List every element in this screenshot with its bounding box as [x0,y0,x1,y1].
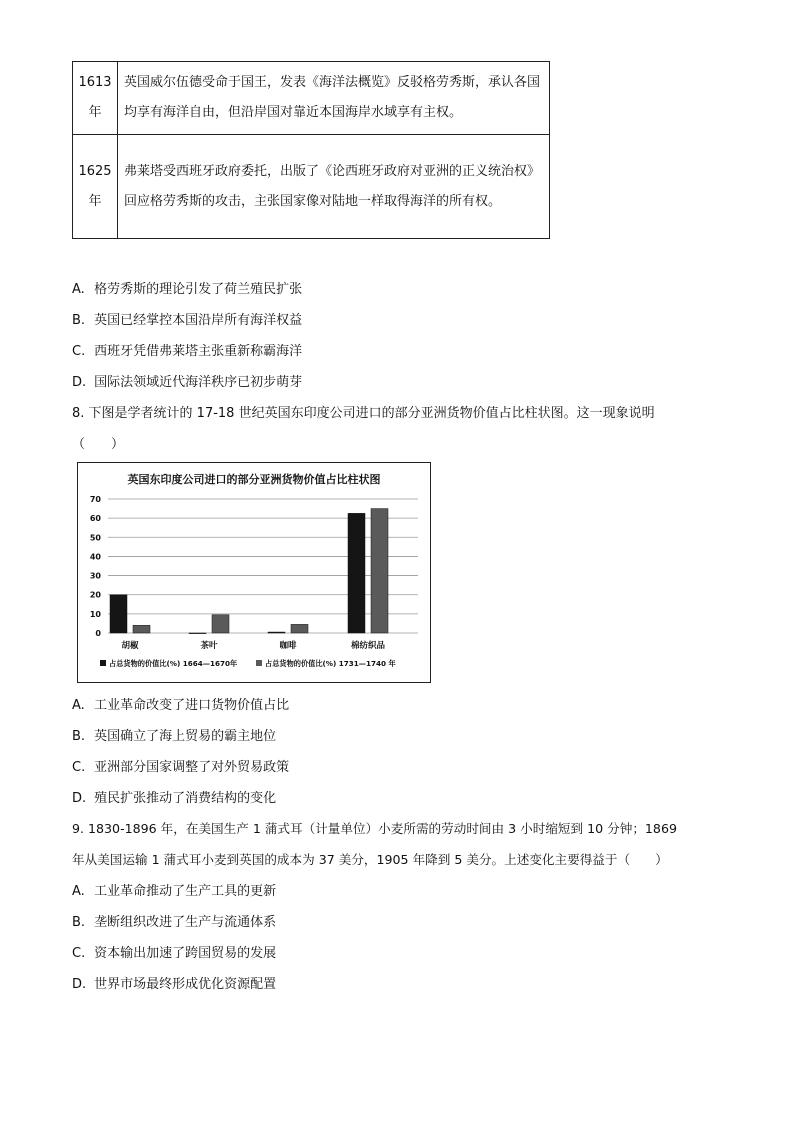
category-label: 咖啡 [279,641,297,651]
q8-answer-paren: （ ） [72,437,125,452]
q9-option-b [72,911,276,930]
option-text: 亚洲部分国家调整了对外贸易政策 [94,760,290,775]
bar-series1 [110,595,127,633]
chart-svg [78,463,430,682]
q9-stem-line2: 年从美国运输 1 蒲式耳小麦到英国的成本为 37 美分，1905 年降到 5 美分。上述变化主要得益于（ ） [72,852,668,867]
option-text: 格劳秀斯的理论引发了荷兰殖民扩张 [94,282,303,297]
option-text: 世界市场最终形成优化资源配置 [94,977,277,992]
q8-option-c [72,756,289,775]
y-tick-label: 10 [89,609,101,619]
table-row [73,62,550,135]
category-label: 茶叶 [200,641,218,651]
legend-label: 占总货物的价值比(%) 1731—1740 年 [265,659,396,668]
y-tick-label: 20 [89,590,101,600]
bar-series2 [291,624,308,633]
y-tick-label: 40 [89,552,101,562]
y-tick-label: 70 [89,495,101,504]
q7-option-b [72,309,302,328]
legend-swatch [100,660,106,666]
q9-option-c [72,942,276,961]
q8-stem: 8. 下图是学者统计的 17-18 世纪英国东印度公司进口的部分亚洲货物价值占比柱状图。这一现象说明 [72,406,655,421]
bar-series2 [133,625,150,633]
option-text: 工业革命推动了生产工具的更新 [94,884,277,899]
category-label: 胡椒 [121,641,139,651]
q7-option-d [72,371,302,390]
chart-title: 英国东印度公司进口的部分亚洲货物价值占比柱状图 [127,473,381,486]
history-table [72,61,550,239]
year-number: 1625 [78,163,112,179]
y-tick-label: 30 [89,571,101,581]
option-text: 英国确立了海上贸易的霸主地位 [94,729,277,744]
option-text: 西班牙凭借弗莱塔主张重新称霸海洋 [94,344,303,359]
option-key: D. [72,375,87,390]
option-text: 殖民扩张推动了消费结构的变化 [94,791,277,806]
year-number: 1613 [78,75,112,90]
year-cell [73,62,118,135]
bar-chart [77,462,431,683]
option-key: C. [72,946,86,961]
option-key: D. [72,791,87,806]
option-key: A. [72,282,85,297]
q8-option-d [72,787,276,806]
option-key: B. [72,915,86,930]
year-unit: 年 [88,193,102,209]
option-text: 垄断组织改进了生产与流通体系 [94,915,277,930]
bar-series2 [212,615,229,633]
q9-option-a [72,880,276,899]
bar-series1 [189,633,206,634]
q7-option-c [72,340,302,359]
option-key: D. [72,977,87,992]
event-cell: 弗莱塔受西班牙政府委托，出版了《论西班牙政府对亚洲的正义统治权》回应格劳秀斯的攻击，主张国家像对陆地一样取得海洋的所有权。 [118,135,550,239]
y-tick-label: 50 [89,533,101,543]
option-text: 工业革命改变了进口货物价值占比 [94,698,290,713]
year-unit: 年 [88,105,102,120]
q9-stem-line1: 9. 1830-1896 年，在美国生产 1 蒲式耳（计量单位）小麦所需的劳动时间由 3 小时缩短到 10 分钟；1869 [72,821,677,836]
option-key: B. [72,313,86,328]
option-text: 国际法领域近代海洋秩序已初步萌芽 [94,375,303,390]
chart-legend [100,659,396,668]
y-tick-label: 0 [95,629,101,638]
legend-label: 占总货物的价值比(%) 1664—1670年 [109,659,238,668]
table-row [73,135,550,239]
legend-swatch [256,660,262,666]
bar-series2 [371,509,388,633]
q8-option-b [72,725,276,744]
option-key: C. [72,760,86,775]
q7-option-a [72,278,302,297]
option-key: A. [72,884,85,899]
y-tick-label: 60 [89,514,101,524]
option-text: 英国已经掌控本国沿岸所有海洋权益 [94,313,303,328]
event-cell: 英国威尔伍德受命于国王，发表《海洋法概览》反驳格劳秀斯，承认各国均享有海洋自由，但沿岸国对靠近本国海岸水域享有主权。 [118,62,550,135]
option-text: 资本输出加速了跨国贸易的发展 [94,946,277,961]
option-key: A. [72,698,85,713]
bar-series1 [268,632,285,633]
q9-option-d [72,973,276,992]
category-label: 棉纺织品 [350,641,386,651]
chart-bars [110,509,388,634]
option-key: C. [72,344,86,359]
option-key: B. [72,729,86,744]
year-cell [73,135,118,239]
bar-series1 [348,513,365,633]
q8-option-a [72,694,289,713]
